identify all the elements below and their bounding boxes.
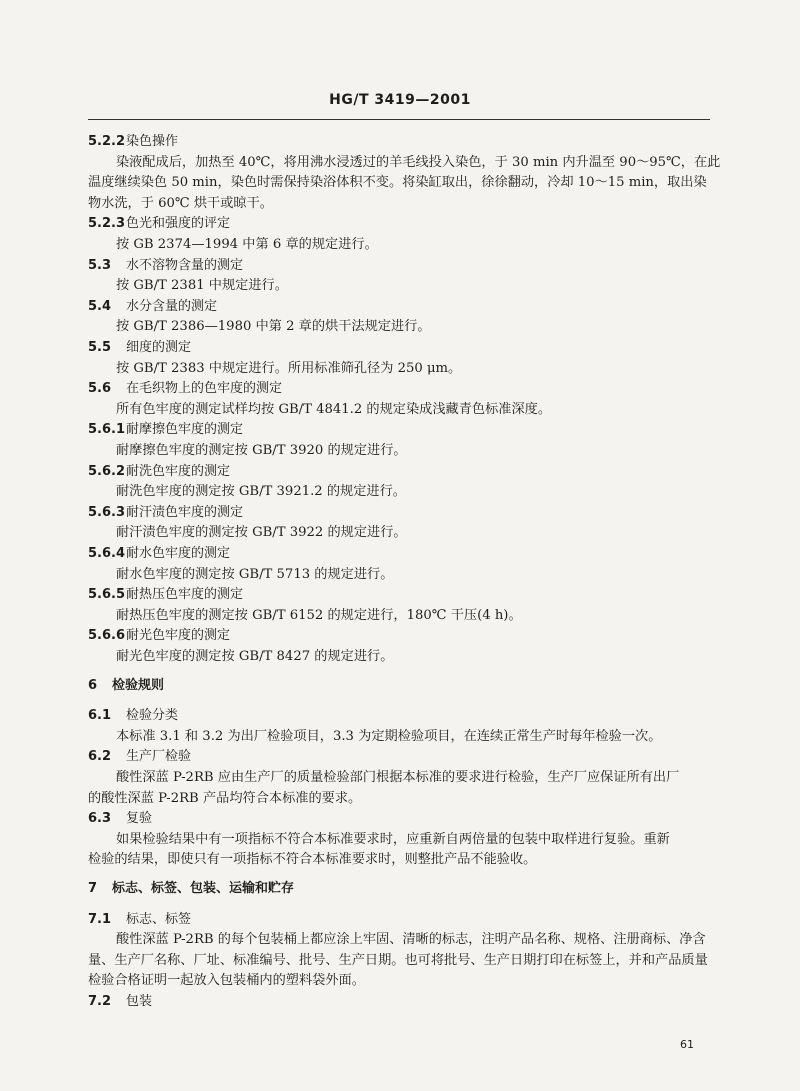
- section-number: 5.2.2: [88, 134, 126, 149]
- section-heading: [88, 992, 152, 1012]
- section-title: 耐光色牢度的测定: [126, 628, 231, 644]
- paragraph-line: 耐热压色牢度的测定按 GB/T 6152 的规定进行，180℃ 干压(4 h)。: [116, 607, 522, 623]
- paragraph-line: 耐水色牢度的测定按 GB/T 5713 的规定进行。: [116, 566, 394, 582]
- section-heading: [88, 626, 230, 646]
- section-heading: [88, 809, 152, 829]
- paragraph-line: 所有色牢度的测定试样均按 GB/T 4841.2 的规定染成浅藏青色标准深度。: [116, 401, 552, 417]
- paragraph-line: 按 GB/T 2386—1980 中第 2 章的烘干法规定进行。: [116, 319, 431, 335]
- section-title: 标志、标签、包装、运输和贮存: [112, 881, 295, 896]
- section-number: 6.1: [88, 708, 112, 724]
- section-number: 7.2: [88, 994, 112, 1009]
- section-number: 7: [88, 881, 98, 896]
- section-heading: [88, 420, 243, 440]
- section-title: 耐摩擦色牢度的测定: [126, 422, 244, 438]
- page-header: HG/T 3419—2001: [329, 92, 471, 108]
- paragraph-line: 酸性深蓝 P-2RB 应由生产厂的质量检验部门根据本标准的要求进行检验，生产厂应保证所有出厂: [116, 770, 680, 785]
- header-rule: [88, 119, 710, 120]
- section-heading: [88, 503, 243, 523]
- section-title: 色光和强度的评定: [126, 216, 231, 232]
- section-title: 包装: [126, 994, 153, 1009]
- section-number: 5.3: [88, 257, 112, 273]
- section-heading: [88, 214, 230, 234]
- paragraph-line: 染液配成后，加热至 40℃，将用沸水浸透过的羊毛线投入染色，于 30 min 内升温至 90～95℃，在此: [116, 154, 721, 170]
- section-number: 5.6.1: [88, 422, 126, 438]
- section-heading: [88, 706, 178, 726]
- section-number: 5.6.3: [88, 504, 126, 520]
- section-title: 检验规则: [112, 677, 165, 693]
- paragraph-line: 耐光色牢度的测定按 GB/T 8427 的规定进行。: [116, 649, 394, 664]
- section-number: 7.1: [88, 911, 112, 927]
- section-number: 6.3: [88, 811, 112, 827]
- paragraph-line: 本标准 3.1 和 3.2 为出厂检验项目，3.3 为定期检验项目，在连续正常生产时每年检验一次。: [116, 728, 662, 744]
- section-title: 生产厂检验: [126, 749, 192, 765]
- section-number: 6.2: [88, 749, 112, 765]
- section-number: 6: [88, 677, 98, 693]
- paragraph-line: 按 GB/T 2383 中规定进行。所用标准筛孔径为 250 μm。: [116, 360, 462, 376]
- section-number: 5.6: [88, 381, 112, 397]
- section-heading: [88, 676, 164, 696]
- section-heading: [88, 585, 243, 605]
- section-title: 耐水色牢度的测定: [126, 546, 231, 561]
- section-number: 5.6.2: [88, 463, 126, 479]
- paragraph-line: 的酸性深蓝 P-2RB 产品均符合本标准的要求。: [88, 790, 362, 806]
- section-heading: [88, 297, 217, 317]
- paragraph-line: 酸性深蓝 P-2RB 的每个包装桶上都应涂上牢固、清晰的标志，注明产品名称、规格、注册商标、净含: [116, 932, 706, 948]
- section-title: 在毛织物上的色牢度的测定: [126, 381, 283, 397]
- section-title: 标志、标签: [126, 911, 192, 927]
- paragraph-line: 耐洗色牢度的测定按 GB/T 3921.2 的规定进行。: [116, 484, 406, 500]
- section-number: 5.6.4: [88, 546, 126, 561]
- section-heading: [88, 338, 191, 358]
- section-number: 5.6.5: [88, 587, 126, 603]
- section-title: 耐热压色牢度的测定: [126, 587, 244, 603]
- section-title: 耐汗渍色牢度的测定: [126, 504, 244, 520]
- section-heading: [88, 256, 243, 276]
- page-number: 61: [680, 1038, 694, 1051]
- section-title: 细度的测定: [126, 340, 192, 355]
- section-title: 水分含量的测定: [126, 298, 218, 314]
- section-heading: [88, 132, 178, 152]
- section-heading: [88, 747, 191, 767]
- paragraph-line: 如果检验结果中有一项指标不符合本标准要求时，应重新自两倍量的包装中取样进行复验。重新: [116, 831, 670, 847]
- section-number: 5.6.6: [88, 628, 126, 644]
- section-title: 检验分类: [126, 708, 179, 724]
- paragraph-line: 检验的结果，即使只有一项指标不符合本标准要求时，则整批产品不能验收。: [88, 852, 537, 868]
- paragraph-line: 按 GB/T 2381 中规定进行。: [116, 278, 288, 294]
- section-title: 耐洗色牢度的测定: [126, 463, 231, 479]
- paragraph-line: 温度继续染色 50 min，染色时需保持染浴体积不变。将染缸取出，徐徐翻动，冷却 10～15 min，取出染: [88, 175, 707, 191]
- section-number: 5.2.3: [88, 216, 126, 232]
- section-number: 5.5: [88, 340, 112, 355]
- section-title: 复验: [126, 811, 153, 827]
- paragraph-line: 量、生产厂名称、厂址、标准编号、批号、生产日期。也可将批号、生产日期打印在标签上，并和产品质量: [88, 952, 708, 968]
- section-heading: [88, 379, 282, 399]
- paragraph-line: 耐汗渍色牢度的测定按 GB/T 3922 的规定进行。: [116, 525, 407, 541]
- section-heading: [88, 544, 230, 564]
- section-number: 5.4: [88, 298, 112, 314]
- section-heading: [88, 910, 191, 930]
- section-heading: [88, 879, 294, 899]
- paragraph-line: 按 GB 2374—1994 中第 6 章的规定进行。: [116, 237, 378, 252]
- paragraph-line: 物水洗，于 60℃ 烘干或晾干。: [88, 195, 273, 211]
- paragraph-line: 检验合格证明一起放入包装桶内的塑料袋外面。: [88, 973, 365, 989]
- paragraph-line: 耐摩擦色牢度的测定按 GB/T 3920 的规定进行。: [116, 443, 407, 458]
- section-heading: [88, 462, 230, 482]
- section-title: 染色操作: [126, 134, 179, 149]
- section-title: 水不溶物含量的测定: [126, 257, 244, 273]
